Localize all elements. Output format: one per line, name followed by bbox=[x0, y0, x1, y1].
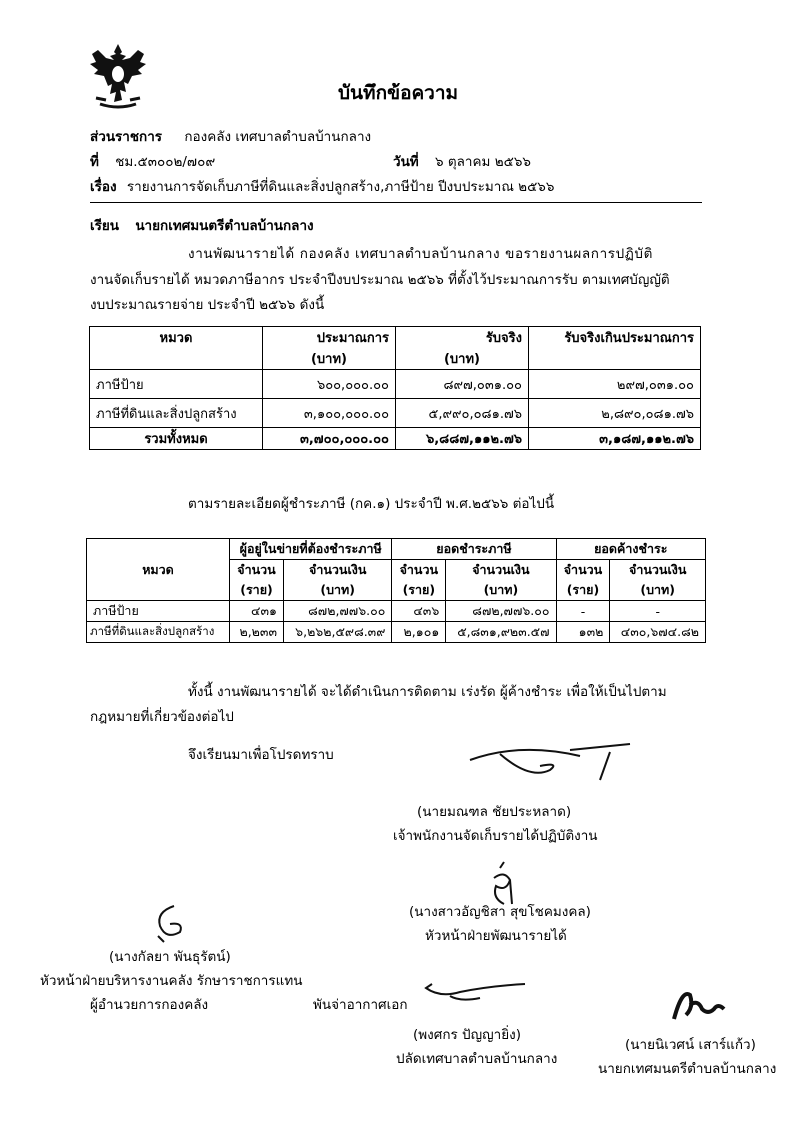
row-estimate: ๓,๑๐๐,๐๐๐.๐๐ bbox=[263, 399, 396, 428]
signature-mark bbox=[460, 740, 640, 790]
group-header-paid: ยอดชำระภาษี bbox=[392, 539, 556, 560]
signer1-title: เจ้าพนักงานจัดเก็บรายได้ปฏิบัติงาน bbox=[393, 828, 598, 844]
blank-cell bbox=[87, 539, 230, 560]
col-excess-header: รับจริงเกินประมาณการ bbox=[529, 327, 701, 349]
to-line bbox=[90, 214, 314, 236]
group-header-row bbox=[87, 539, 706, 560]
row-cell: ๘๗๒,๗๗๖.๐๐ bbox=[284, 601, 392, 622]
row-actual: ๘๙๗,๐๓๑.๐๐ bbox=[396, 370, 529, 399]
memo-title: บันทึกข้อความ bbox=[338, 82, 459, 104]
table-header-row bbox=[90, 327, 701, 349]
ref-label: ที่ bbox=[90, 154, 99, 170]
table-unit-row bbox=[90, 348, 701, 370]
signer5-title: นายกเทศมนตรีตำบลบ้านกลาง bbox=[598, 1061, 777, 1077]
unit-cell bbox=[529, 348, 701, 370]
row-cell: ๘๗๒,๗๗๖.๐๐ bbox=[446, 601, 556, 622]
group-header-outstanding: ยอดค้างชำระ bbox=[556, 539, 705, 560]
signer5-name: (นายนิเวศน์ เสาร์แก้ว) bbox=[625, 1037, 756, 1053]
row-estimate: ๖๐๐,๐๐๐.๐๐ bbox=[263, 370, 396, 399]
subject-value: รายงานการจัดเก็บภาษีที่ดินและสิ่งปลูกสร้าง,ภาษีป้าย ปีงบประมาณ ๒๕๖๖ bbox=[126, 179, 555, 195]
revenue-table bbox=[89, 326, 701, 450]
agency-label: ส่วนราชการ bbox=[90, 129, 163, 145]
signature-mark bbox=[668, 985, 728, 1025]
col-category-header: หมวด bbox=[87, 560, 230, 581]
total-actual: ๖,๘๘๗,๑๑๒.๗๖ bbox=[396, 428, 529, 450]
table-row bbox=[90, 399, 701, 428]
sub-unit: (ราย) bbox=[556, 580, 610, 601]
row-cell: ๕,๘๓๑,๙๒๓.๕๗ bbox=[446, 622, 556, 643]
row-excess: ๒๙๗,๐๓๑.๐๐ bbox=[529, 370, 701, 399]
signer1-name: (นายมณฑล ชัยประหลาด) bbox=[417, 804, 572, 820]
total-label: รวมทั้งหมด bbox=[90, 428, 263, 450]
row-cell: ๔๓๑ bbox=[230, 601, 284, 622]
total-excess: ๓,๑๘๗,๑๑๒.๗๖ bbox=[529, 428, 701, 450]
sub-header: จำนวน bbox=[556, 560, 610, 581]
signer2-title: หัวหน้าฝ่ายพัฒนารายได้ bbox=[425, 928, 567, 944]
subject-line bbox=[90, 175, 554, 197]
signer4-name: (พงศกร ปัญญายิ่ง) bbox=[413, 1027, 521, 1043]
signer2-name: (นางสาวอัญชิสา สุขโชคมงคล) bbox=[409, 904, 591, 920]
col-category-header: หมวด bbox=[90, 327, 263, 349]
row-category: ภาษีป้าย bbox=[87, 601, 230, 622]
unit-cell: (บาท) bbox=[396, 348, 529, 370]
agency-value: กองคลัง เทศบาลตำบลบ้านกลาง bbox=[184, 129, 372, 145]
table-row bbox=[87, 622, 706, 643]
blank-cell bbox=[87, 580, 230, 601]
to-label: เรียน bbox=[90, 218, 120, 234]
total-estimate: ๓,๗๐๐,๐๐๐.๐๐ bbox=[263, 428, 396, 450]
sub-header: จำนวนเงิน bbox=[284, 560, 392, 581]
taxpayer-table bbox=[86, 538, 706, 643]
signer3-title1: หัวหน้าฝ่ายบริหารงานคลัง รักษาราชการแทน bbox=[40, 973, 303, 989]
row-cell: ๒,๑๐๑ bbox=[392, 622, 446, 643]
para2: ตามรายละเอียดผู้ชำระภาษี (กค.๑) ประจำปี พ.ศ.๒๕๖๖ ต่อไปนี้ bbox=[188, 496, 555, 512]
to-value: นายกเทศมนตรีตำบลบ้านกลาง bbox=[135, 218, 314, 234]
row-category: ภาษีที่ดินและสิ่งปลูกสร้าง bbox=[90, 399, 263, 428]
ref-line bbox=[90, 150, 215, 172]
sub-unit: (ราย) bbox=[230, 580, 284, 601]
table-row bbox=[90, 370, 701, 399]
signature-mark bbox=[420, 978, 530, 1008]
row-cell: ๖,๒๖๒,๕๙๘.๓๙ bbox=[284, 622, 392, 643]
row-cell: - bbox=[610, 601, 706, 622]
garuda-emblem bbox=[86, 40, 150, 110]
closing-text: จึงเรียนมาเพื่อโปรดทราบ bbox=[188, 747, 334, 763]
sub-unit: (ราย) bbox=[392, 580, 446, 601]
row-excess: ๒,๘๙๐,๐๘๑.๗๖ bbox=[529, 399, 701, 428]
col-estimate-header: ประมาณการ bbox=[263, 327, 396, 349]
para1-line2: งานจัดเก็บรายได้ หมวดภาษีอากร ประจำปีงบประมาณ ๒๕๖๖ ที่ตั้งไว้ประมาณการรับ ตามเทศบัญญัติ bbox=[90, 272, 670, 288]
row-cell: ๔๓๐,๖๗๔.๘๒ bbox=[610, 622, 706, 643]
row-actual: ๕,๙๙๐,๐๘๑.๗๖ bbox=[396, 399, 529, 428]
unit-cell bbox=[90, 348, 263, 370]
sub-unit: (บาท) bbox=[446, 580, 556, 601]
date-line bbox=[393, 150, 531, 172]
group-header-liable: ผู้อยู่ในข่ายที่ต้องชำระภาษี bbox=[230, 539, 392, 560]
row-cell: ๒,๒๓๓ bbox=[230, 622, 284, 643]
unit-cell: (บาท) bbox=[263, 348, 396, 370]
row-cell: ๑๓๒ bbox=[556, 622, 610, 643]
para3-line2: กฎหมายที่เกี่ยวข้องต่อไป bbox=[90, 709, 234, 725]
para1-line3: งบประมาณรายจ่าย ประจำปี ๒๕๖๖ ดังนี้ bbox=[90, 297, 325, 313]
row-cell: ๔๓๖ bbox=[392, 601, 446, 622]
sub-header-row bbox=[87, 560, 706, 581]
sub-header: จำนวน bbox=[392, 560, 446, 581]
date-value: ๖ ตุลาคม ๒๕๖๖ bbox=[435, 154, 531, 170]
signer3-name: (นางกัลยา พันธุรัตน์) bbox=[109, 949, 231, 965]
row-cell: - bbox=[556, 601, 610, 622]
date-label: วันที่ bbox=[393, 154, 419, 170]
agency-line bbox=[90, 125, 371, 147]
table-total-row bbox=[90, 428, 701, 450]
para1-line1: งานพัฒนารายได้ กองคลัง เทศบาลตำบลบ้านกลาง ขอรายงานผลการปฏิบัติ bbox=[188, 246, 653, 262]
para3-line1: ทั้งนี้ งานพัฒนารายได้ จะได้ดำเนินการติดตาม เร่งรัด ผู้ค้างชำระ เพื่อให้เป็นไปตาม bbox=[188, 684, 667, 700]
signer4-rank: พันจ่าอากาศเอก bbox=[313, 997, 408, 1013]
ref-value: ชม.๕๓๐๐๒/๗๐๙ bbox=[115, 154, 216, 170]
col-actual-header: รับจริง bbox=[396, 327, 529, 349]
sub-header: จำนวนเงิน bbox=[610, 560, 706, 581]
subject-label: เรื่อง bbox=[90, 179, 117, 195]
signature-mark bbox=[150, 902, 190, 944]
sub-header: จำนวน bbox=[230, 560, 284, 581]
sub-unit: (บาท) bbox=[610, 580, 706, 601]
row-category: ภาษีป้าย bbox=[90, 370, 263, 399]
row-category: ภาษีที่ดินและสิ่งปลูกสร้าง bbox=[87, 622, 230, 643]
table-row bbox=[87, 601, 706, 622]
signer3-title2: ผู้อำนวยการกองคลัง bbox=[90, 997, 209, 1013]
sub-unit-row bbox=[87, 580, 706, 601]
signer4-title: ปลัดเทศบาลตำบลบ้านกลาง bbox=[396, 1051, 558, 1067]
sub-header: จำนวนเงิน bbox=[446, 560, 556, 581]
header-divider bbox=[90, 202, 702, 203]
sub-unit: (บาท) bbox=[284, 580, 392, 601]
